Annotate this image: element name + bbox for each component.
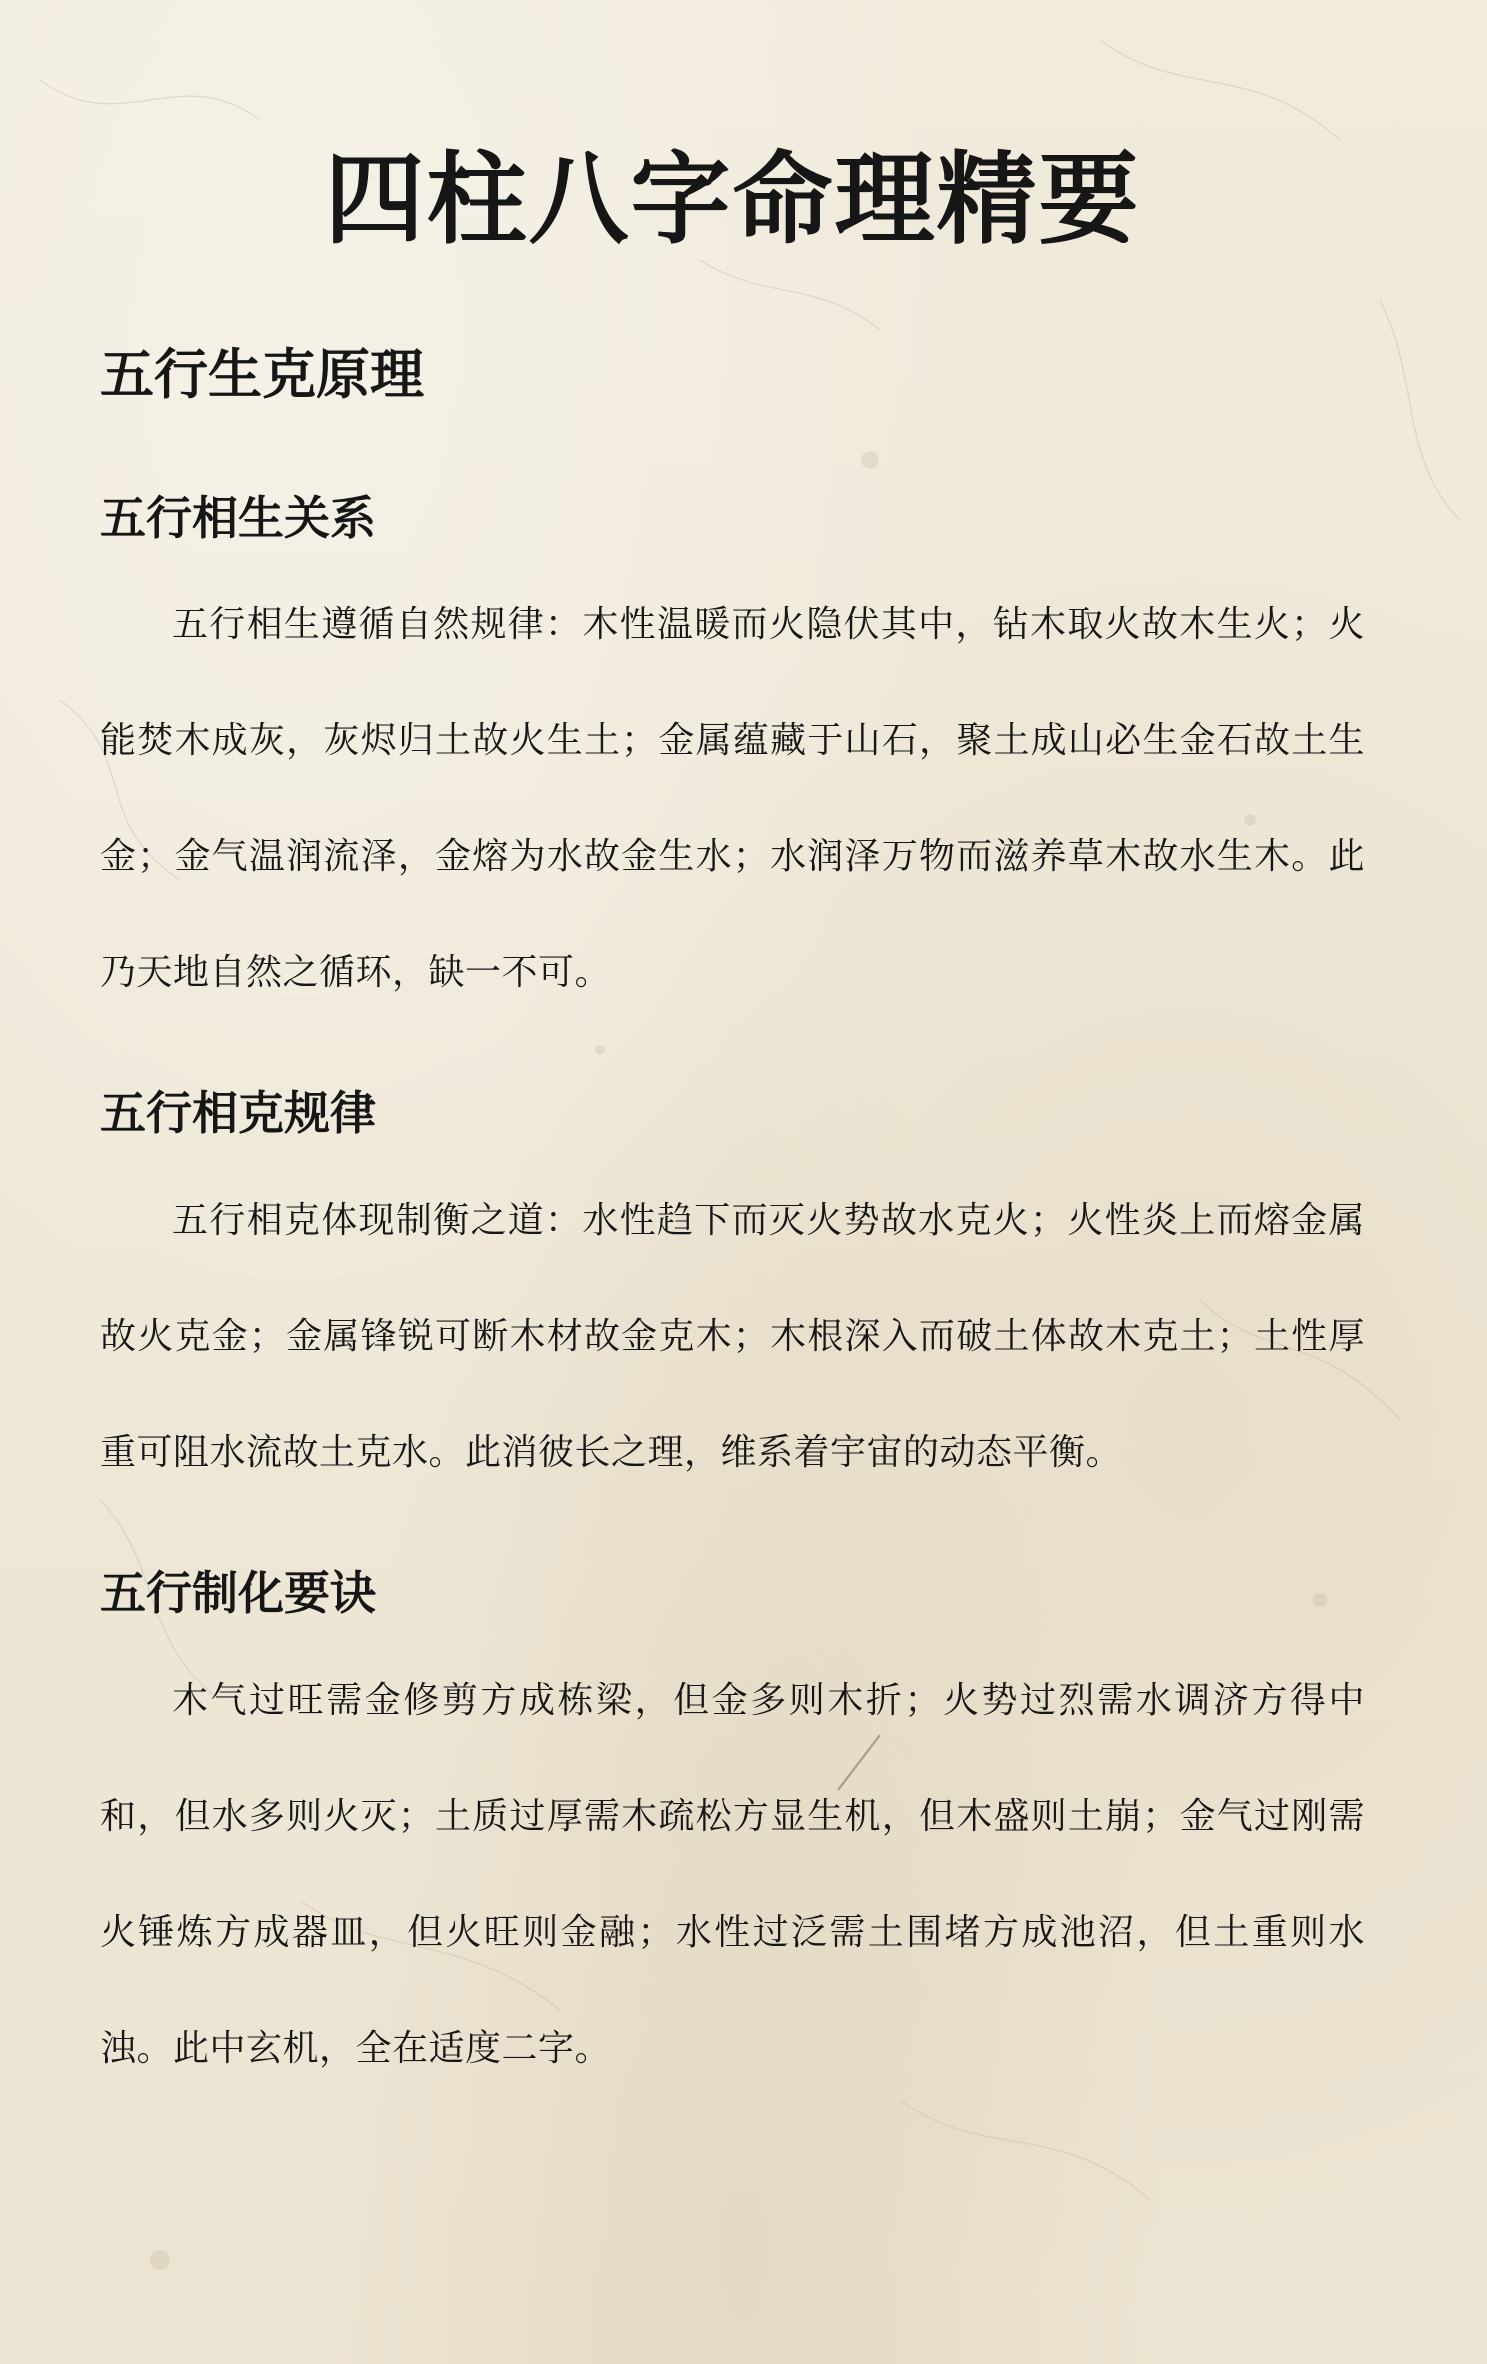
subsection-title-generation: 五行相生关系 (100, 491, 376, 545)
section-title: 五行生克原理 (100, 343, 424, 406)
subsection-title-restraint: 五行相克规律 (100, 1086, 376, 1140)
paragraph-balance: 木气过旺需金修剪方成栋梁，但金多则木折；火势过烈需水调济方得中和，但水多则火灭；土质过厚需木疏松方显生机，但木盛则土崩；金气过刚需火锤炼方成器皿，但火旺则金融；水性过泛需土围堵方成池沼，但土重则水浊。此中玄机，全在适度二字。 (100, 1680, 1365, 2069)
paragraph-restraint: 五行相克体现制衡之道：水性趋下而灭火势故水克火；火性炎上而熔金属故火克金；金属锋锐可断木材故金克木；木根深入而破土体故木克土；土性厚重可阻水流故土克水。此消彼长之理，维系着宇宙的动态平衡。 (100, 1200, 1365, 1473)
document-title: 四柱八字命理精要 (324, 141, 1141, 258)
paragraph-generation: 五行相生遵循自然规律：木性温暖而火隐伏其中，钻木取火故木生火；火能焚木成灰，灰烬归土故火生土；金属蕴藏于山石，聚土成山必生金石故土生金；金气温润流泽，金熔为水故金生水；水润泽万物而滋养草木故水生木。此乃天地自然之循环，缺一不可。 (100, 604, 1365, 993)
subsection-title-balance: 五行制化要诀 (100, 1566, 376, 1620)
